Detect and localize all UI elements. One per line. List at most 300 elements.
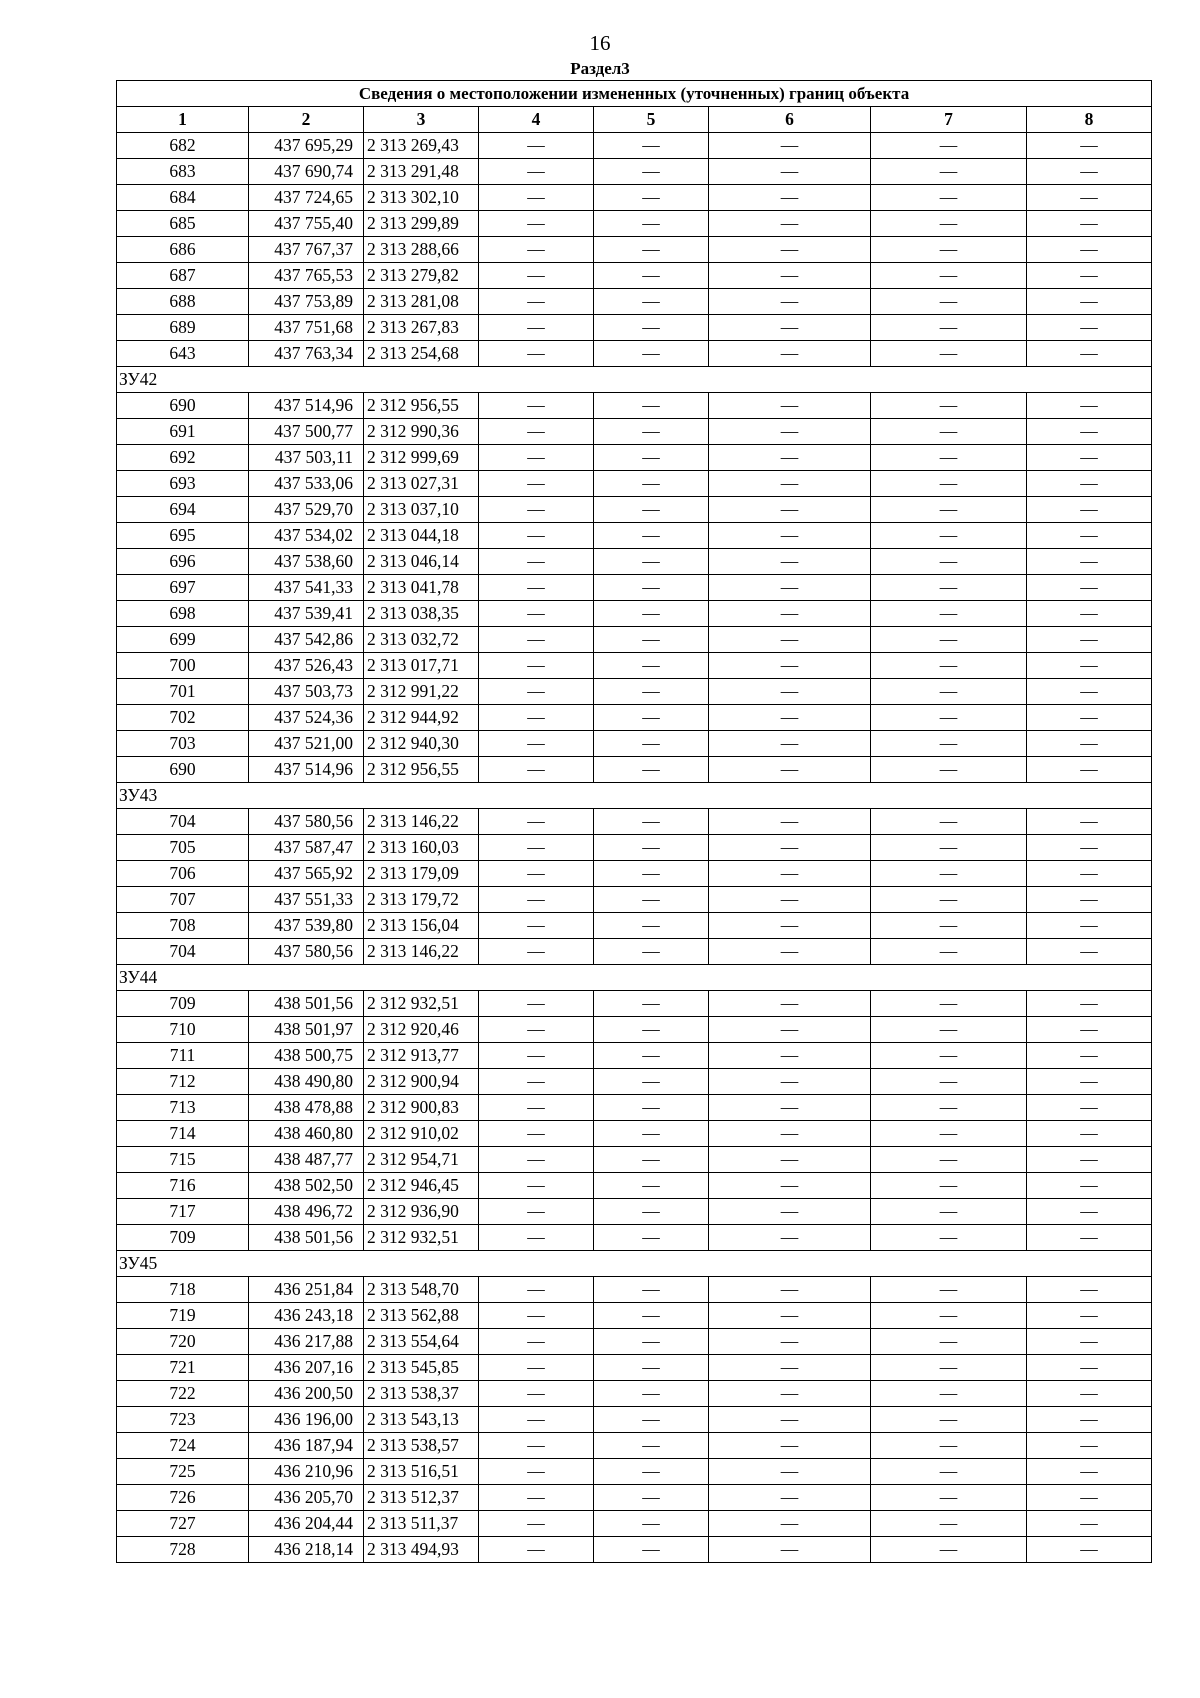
empty-value-cell: — — [1027, 497, 1152, 523]
parcel-group-row — [117, 1251, 1152, 1277]
point-number-cell: 685 — [117, 211, 249, 237]
empty-value-cell: — — [479, 523, 594, 549]
parcel-group-label: ЗУ45 — [117, 1251, 1152, 1277]
table-row — [117, 445, 1152, 471]
empty-value-cell: — — [479, 809, 594, 835]
empty-value-cell: — — [871, 1511, 1027, 1537]
table-row — [117, 1121, 1152, 1147]
empty-value-cell: — — [479, 1381, 594, 1407]
empty-value-cell: — — [594, 1407, 709, 1433]
point-number-cell: 704 — [117, 809, 249, 835]
empty-value-cell: — — [709, 1277, 871, 1303]
y-coordinate-cell: 2 312 900,83 — [364, 1095, 479, 1121]
empty-value-cell: — — [479, 1407, 594, 1433]
table-row — [117, 159, 1152, 185]
empty-value-cell: — — [1027, 211, 1152, 237]
empty-value-cell: — — [709, 1537, 871, 1563]
empty-value-cell: — — [479, 1459, 594, 1485]
empty-value-cell: — — [709, 1407, 871, 1433]
column-number-row — [117, 107, 1152, 133]
empty-value-cell: — — [1027, 913, 1152, 939]
empty-value-cell: — — [709, 1147, 871, 1173]
empty-value-cell: — — [479, 393, 594, 419]
empty-value-cell: — — [594, 1511, 709, 1537]
table-row — [117, 471, 1152, 497]
table-header — [117, 81, 1152, 133]
y-coordinate-cell: 2 313 041,78 — [364, 575, 479, 601]
y-coordinate-cell: 2 312 956,55 — [364, 757, 479, 783]
empty-value-cell: — — [479, 1303, 594, 1329]
table-row — [117, 1407, 1152, 1433]
empty-value-cell: — — [1027, 757, 1152, 783]
empty-value-cell: — — [1027, 601, 1152, 627]
empty-value-cell: — — [1027, 861, 1152, 887]
empty-value-cell: — — [709, 1381, 871, 1407]
x-coordinate-cell: 436 218,14 — [249, 1537, 364, 1563]
empty-value-cell: — — [594, 1303, 709, 1329]
empty-value-cell: — — [594, 991, 709, 1017]
empty-value-cell: — — [594, 757, 709, 783]
table-row — [117, 1069, 1152, 1095]
empty-value-cell: — — [594, 1433, 709, 1459]
empty-value-cell: — — [479, 1069, 594, 1095]
empty-value-cell: — — [1027, 1485, 1152, 1511]
empty-value-cell: — — [594, 133, 709, 159]
point-number-cell: 692 — [117, 445, 249, 471]
empty-value-cell: — — [871, 1121, 1027, 1147]
parcel-group-row — [117, 965, 1152, 991]
empty-value-cell: — — [709, 289, 871, 315]
y-coordinate-cell: 2 313 516,51 — [364, 1459, 479, 1485]
empty-value-cell: — — [1027, 1329, 1152, 1355]
empty-value-cell: — — [479, 133, 594, 159]
empty-value-cell: — — [594, 341, 709, 367]
point-number-cell: 719 — [117, 1303, 249, 1329]
table-row — [117, 1303, 1152, 1329]
empty-value-cell: — — [479, 185, 594, 211]
y-coordinate-cell: 2 313 179,09 — [364, 861, 479, 887]
empty-value-cell: — — [594, 263, 709, 289]
y-coordinate-cell: 2 313 545,85 — [364, 1355, 479, 1381]
empty-value-cell: — — [1027, 1199, 1152, 1225]
y-coordinate-cell: 2 313 279,82 — [364, 263, 479, 289]
empty-value-cell: — — [479, 341, 594, 367]
x-coordinate-cell: 436 217,88 — [249, 1329, 364, 1355]
y-coordinate-cell: 2 312 932,51 — [364, 991, 479, 1017]
empty-value-cell: — — [594, 1485, 709, 1511]
empty-value-cell: — — [709, 419, 871, 445]
empty-value-cell: — — [1027, 575, 1152, 601]
empty-value-cell: — — [871, 1043, 1027, 1069]
y-coordinate-cell: 2 313 267,83 — [364, 315, 479, 341]
empty-value-cell: — — [709, 237, 871, 263]
empty-value-cell: — — [594, 523, 709, 549]
empty-value-cell: — — [1027, 549, 1152, 575]
empty-value-cell: — — [709, 315, 871, 341]
empty-value-cell: — — [871, 1147, 1027, 1173]
empty-value-cell: — — [594, 1173, 709, 1199]
table-row — [117, 341, 1152, 367]
empty-value-cell: — — [709, 679, 871, 705]
page-number: 16 — [589, 31, 611, 55]
empty-value-cell: — — [594, 211, 709, 237]
empty-value-cell: — — [709, 263, 871, 289]
empty-value-cell: — — [594, 1381, 709, 1407]
x-coordinate-cell: 436 204,44 — [249, 1511, 364, 1537]
table-row — [117, 601, 1152, 627]
x-coordinate-cell: 437 533,06 — [249, 471, 364, 497]
empty-value-cell: — — [871, 939, 1027, 965]
table-row — [117, 653, 1152, 679]
empty-value-cell: — — [479, 861, 594, 887]
y-coordinate-cell: 2 313 017,71 — [364, 653, 479, 679]
empty-value-cell: — — [479, 497, 594, 523]
table-caption: Сведения о местоположении измененных (уточненных) границ объекта — [117, 81, 1152, 107]
point-number-cell: 725 — [117, 1459, 249, 1485]
point-number-cell: 708 — [117, 913, 249, 939]
x-coordinate-cell: 437 565,92 — [249, 861, 364, 887]
point-number-cell: 709 — [117, 991, 249, 1017]
empty-value-cell: — — [1027, 731, 1152, 757]
empty-value-cell: — — [709, 1329, 871, 1355]
empty-value-cell: — — [479, 887, 594, 913]
table-row — [117, 1199, 1152, 1225]
x-coordinate-cell: 438 496,72 — [249, 1199, 364, 1225]
empty-value-cell: — — [871, 601, 1027, 627]
point-number-cell: 716 — [117, 1173, 249, 1199]
empty-value-cell: — — [709, 497, 871, 523]
point-number-cell: 712 — [117, 1069, 249, 1095]
y-coordinate-cell: 2 313 302,10 — [364, 185, 479, 211]
x-coordinate-cell: 437 500,77 — [249, 419, 364, 445]
empty-value-cell: — — [871, 705, 1027, 731]
empty-value-cell: — — [871, 861, 1027, 887]
empty-value-cell: — — [709, 757, 871, 783]
empty-value-cell: — — [871, 1459, 1027, 1485]
y-coordinate-cell: 2 312 936,90 — [364, 1199, 479, 1225]
empty-value-cell: — — [1027, 991, 1152, 1017]
empty-value-cell: — — [709, 1433, 871, 1459]
empty-value-cell: — — [1027, 887, 1152, 913]
empty-value-cell: — — [871, 1355, 1027, 1381]
y-coordinate-cell: 2 313 512,37 — [364, 1485, 479, 1511]
y-coordinate-cell: 2 312 920,46 — [364, 1017, 479, 1043]
empty-value-cell: — — [871, 1017, 1027, 1043]
parcel-group-row — [117, 367, 1152, 393]
point-number-cell: 698 — [117, 601, 249, 627]
empty-value-cell: — — [1027, 341, 1152, 367]
y-coordinate-cell: 2 313 288,66 — [364, 237, 479, 263]
table-row — [117, 1459, 1152, 1485]
point-number-cell: 704 — [117, 939, 249, 965]
column-header: 2 — [249, 107, 364, 133]
y-coordinate-cell: 2 313 156,04 — [364, 913, 479, 939]
y-coordinate-cell: 2 313 032,72 — [364, 627, 479, 653]
point-number-cell: 690 — [117, 757, 249, 783]
empty-value-cell: — — [1027, 1511, 1152, 1537]
point-number-cell: 705 — [117, 835, 249, 861]
table-row — [117, 1173, 1152, 1199]
x-coordinate-cell: 438 460,80 — [249, 1121, 364, 1147]
empty-value-cell: — — [594, 1147, 709, 1173]
empty-value-cell: — — [594, 679, 709, 705]
x-coordinate-cell: 437 755,40 — [249, 211, 364, 237]
table-row — [117, 1017, 1152, 1043]
empty-value-cell: — — [1027, 653, 1152, 679]
table-row — [117, 315, 1152, 341]
x-coordinate-cell: 437 763,34 — [249, 341, 364, 367]
empty-value-cell: — — [1027, 1173, 1152, 1199]
empty-value-cell: — — [871, 1173, 1027, 1199]
empty-value-cell: — — [1027, 315, 1152, 341]
empty-value-cell: — — [479, 471, 594, 497]
empty-value-cell: — — [1027, 705, 1152, 731]
empty-value-cell: — — [479, 835, 594, 861]
empty-value-cell: — — [871, 471, 1027, 497]
y-coordinate-cell: 2 312 900,94 — [364, 1069, 479, 1095]
y-coordinate-cell: 2 313 299,89 — [364, 211, 479, 237]
empty-value-cell: — — [479, 913, 594, 939]
empty-value-cell: — — [594, 809, 709, 835]
table-row — [117, 133, 1152, 159]
column-header: 1 — [117, 107, 249, 133]
point-number-cell: 690 — [117, 393, 249, 419]
empty-value-cell: — — [709, 211, 871, 237]
empty-value-cell: — — [871, 1277, 1027, 1303]
y-coordinate-cell: 2 312 910,02 — [364, 1121, 479, 1147]
y-coordinate-cell: 2 313 160,03 — [364, 835, 479, 861]
table-row — [117, 887, 1152, 913]
table-row — [117, 1537, 1152, 1563]
empty-value-cell: — — [709, 1069, 871, 1095]
empty-value-cell: — — [1027, 445, 1152, 471]
empty-value-cell: — — [709, 887, 871, 913]
x-coordinate-cell: 437 753,89 — [249, 289, 364, 315]
empty-value-cell: — — [709, 159, 871, 185]
empty-value-cell: — — [1027, 1277, 1152, 1303]
y-coordinate-cell: 2 313 554,64 — [364, 1329, 479, 1355]
empty-value-cell: — — [479, 315, 594, 341]
empty-value-cell: — — [709, 185, 871, 211]
point-number-cell: 689 — [117, 315, 249, 341]
empty-value-cell: — — [871, 289, 1027, 315]
table-row — [117, 757, 1152, 783]
empty-value-cell: — — [1027, 1355, 1152, 1381]
column-header: 7 — [871, 107, 1027, 133]
empty-value-cell: — — [479, 731, 594, 757]
empty-value-cell: — — [709, 653, 871, 679]
y-coordinate-cell: 2 312 940,30 — [364, 731, 479, 757]
table-row — [117, 549, 1152, 575]
empty-value-cell: — — [871, 887, 1027, 913]
empty-value-cell: — — [594, 159, 709, 185]
empty-value-cell: — — [709, 861, 871, 887]
empty-value-cell: — — [1027, 1043, 1152, 1069]
table-row — [117, 809, 1152, 835]
table-row — [117, 1277, 1152, 1303]
x-coordinate-cell: 437 514,96 — [249, 393, 364, 419]
parcel-group-row — [117, 783, 1152, 809]
point-number-cell: 722 — [117, 1381, 249, 1407]
table-row — [117, 1043, 1152, 1069]
empty-value-cell: — — [709, 1121, 871, 1147]
empty-value-cell: — — [871, 653, 1027, 679]
empty-value-cell: — — [871, 133, 1027, 159]
empty-value-cell: — — [594, 1459, 709, 1485]
point-number-cell: 724 — [117, 1433, 249, 1459]
empty-value-cell: — — [1027, 835, 1152, 861]
table-row — [117, 523, 1152, 549]
empty-value-cell: — — [594, 289, 709, 315]
x-coordinate-cell: 436 200,50 — [249, 1381, 364, 1407]
empty-value-cell: — — [479, 1017, 594, 1043]
empty-value-cell: — — [709, 1095, 871, 1121]
empty-value-cell: — — [709, 549, 871, 575]
empty-value-cell: — — [594, 445, 709, 471]
x-coordinate-cell: 436 210,96 — [249, 1459, 364, 1485]
y-coordinate-cell: 2 313 291,48 — [364, 159, 479, 185]
empty-value-cell: — — [479, 601, 594, 627]
empty-value-cell: — — [479, 575, 594, 601]
x-coordinate-cell: 436 205,70 — [249, 1485, 364, 1511]
empty-value-cell: — — [1027, 1095, 1152, 1121]
column-header: 4 — [479, 107, 594, 133]
empty-value-cell: — — [871, 497, 1027, 523]
table-row — [117, 1511, 1152, 1537]
y-coordinate-cell: 2 313 044,18 — [364, 523, 479, 549]
empty-value-cell: — — [479, 705, 594, 731]
y-coordinate-cell: 2 313 548,70 — [364, 1277, 479, 1303]
column-header: 3 — [364, 107, 479, 133]
empty-value-cell: — — [871, 991, 1027, 1017]
y-coordinate-cell: 2 313 146,22 — [364, 939, 479, 965]
empty-value-cell: — — [871, 809, 1027, 835]
y-coordinate-cell: 2 313 538,37 — [364, 1381, 479, 1407]
x-coordinate-cell: 437 541,33 — [249, 575, 364, 601]
x-coordinate-cell: 438 478,88 — [249, 1095, 364, 1121]
empty-value-cell: — — [479, 939, 594, 965]
empty-value-cell: — — [709, 1043, 871, 1069]
y-coordinate-cell: 2 313 562,88 — [364, 1303, 479, 1329]
x-coordinate-cell: 437 542,86 — [249, 627, 364, 653]
point-number-cell: 720 — [117, 1329, 249, 1355]
empty-value-cell: — — [1027, 185, 1152, 211]
empty-value-cell: — — [479, 627, 594, 653]
y-coordinate-cell: 2 312 944,92 — [364, 705, 479, 731]
empty-value-cell: — — [871, 185, 1027, 211]
empty-value-cell: — — [1027, 1069, 1152, 1095]
empty-value-cell: — — [871, 341, 1027, 367]
parcel-group-label: ЗУ44 — [117, 965, 1152, 991]
empty-value-cell: — — [709, 601, 871, 627]
empty-value-cell: — — [594, 887, 709, 913]
empty-value-cell: — — [871, 1225, 1027, 1251]
x-coordinate-cell: 437 524,36 — [249, 705, 364, 731]
table-row — [117, 497, 1152, 523]
empty-value-cell: — — [871, 1069, 1027, 1095]
empty-value-cell: — — [871, 159, 1027, 185]
point-number-cell: 711 — [117, 1043, 249, 1069]
point-number-cell: 695 — [117, 523, 249, 549]
y-coordinate-cell: 2 312 946,45 — [364, 1173, 479, 1199]
table-row — [117, 1225, 1152, 1251]
empty-value-cell: — — [594, 1095, 709, 1121]
table-row — [117, 1355, 1152, 1381]
x-coordinate-cell: 436 187,94 — [249, 1433, 364, 1459]
x-coordinate-cell: 438 501,56 — [249, 1225, 364, 1251]
empty-value-cell: — — [871, 523, 1027, 549]
empty-value-cell: — — [594, 393, 709, 419]
empty-value-cell: — — [594, 575, 709, 601]
empty-value-cell: — — [594, 1199, 709, 1225]
empty-value-cell: — — [871, 1381, 1027, 1407]
empty-value-cell: — — [1027, 523, 1152, 549]
x-coordinate-cell: 438 501,97 — [249, 1017, 364, 1043]
empty-value-cell: — — [1027, 419, 1152, 445]
empty-value-cell: — — [479, 1355, 594, 1381]
x-coordinate-cell: 437 514,96 — [249, 757, 364, 783]
empty-value-cell: — — [594, 1121, 709, 1147]
empty-value-cell: — — [594, 185, 709, 211]
y-coordinate-cell: 2 313 037,10 — [364, 497, 479, 523]
empty-value-cell: — — [479, 1147, 594, 1173]
empty-value-cell: — — [709, 731, 871, 757]
empty-value-cell: — — [871, 211, 1027, 237]
empty-value-cell: — — [1027, 1017, 1152, 1043]
empty-value-cell: — — [871, 1199, 1027, 1225]
point-number-cell: 726 — [117, 1485, 249, 1511]
empty-value-cell: — — [479, 1433, 594, 1459]
empty-value-cell: — — [479, 1043, 594, 1069]
x-coordinate-cell: 437 503,11 — [249, 445, 364, 471]
x-coordinate-cell: 438 487,77 — [249, 1147, 364, 1173]
x-coordinate-cell: 438 500,75 — [249, 1043, 364, 1069]
y-coordinate-cell: 2 312 913,77 — [364, 1043, 479, 1069]
empty-value-cell: — — [594, 861, 709, 887]
x-coordinate-cell: 437 539,41 — [249, 601, 364, 627]
point-number-cell: 686 — [117, 237, 249, 263]
empty-value-cell: — — [594, 835, 709, 861]
point-number-cell: 694 — [117, 497, 249, 523]
x-coordinate-cell: 438 502,50 — [249, 1173, 364, 1199]
empty-value-cell: — — [1027, 1381, 1152, 1407]
empty-value-cell: — — [709, 913, 871, 939]
empty-value-cell: — — [871, 1433, 1027, 1459]
empty-value-cell: — — [871, 445, 1027, 471]
empty-value-cell: — — [1027, 1303, 1152, 1329]
y-coordinate-cell: 2 313 494,93 — [364, 1537, 479, 1563]
empty-value-cell: — — [871, 549, 1027, 575]
empty-value-cell: — — [479, 1199, 594, 1225]
x-coordinate-cell: 437 503,73 — [249, 679, 364, 705]
y-coordinate-cell: 2 313 254,68 — [364, 341, 479, 367]
empty-value-cell: — — [871, 1407, 1027, 1433]
empty-value-cell: — — [479, 1537, 594, 1563]
empty-value-cell: — — [709, 705, 871, 731]
column-header: 6 — [709, 107, 871, 133]
empty-value-cell: — — [479, 1511, 594, 1537]
empty-value-cell: — — [594, 731, 709, 757]
empty-value-cell: — — [594, 1329, 709, 1355]
empty-value-cell: — — [709, 1485, 871, 1511]
x-coordinate-cell: 437 690,74 — [249, 159, 364, 185]
table-row — [117, 731, 1152, 757]
empty-value-cell: — — [709, 575, 871, 601]
empty-value-cell: — — [479, 1485, 594, 1511]
empty-value-cell: — — [594, 237, 709, 263]
x-coordinate-cell: 437 580,56 — [249, 809, 364, 835]
empty-value-cell: — — [1027, 679, 1152, 705]
